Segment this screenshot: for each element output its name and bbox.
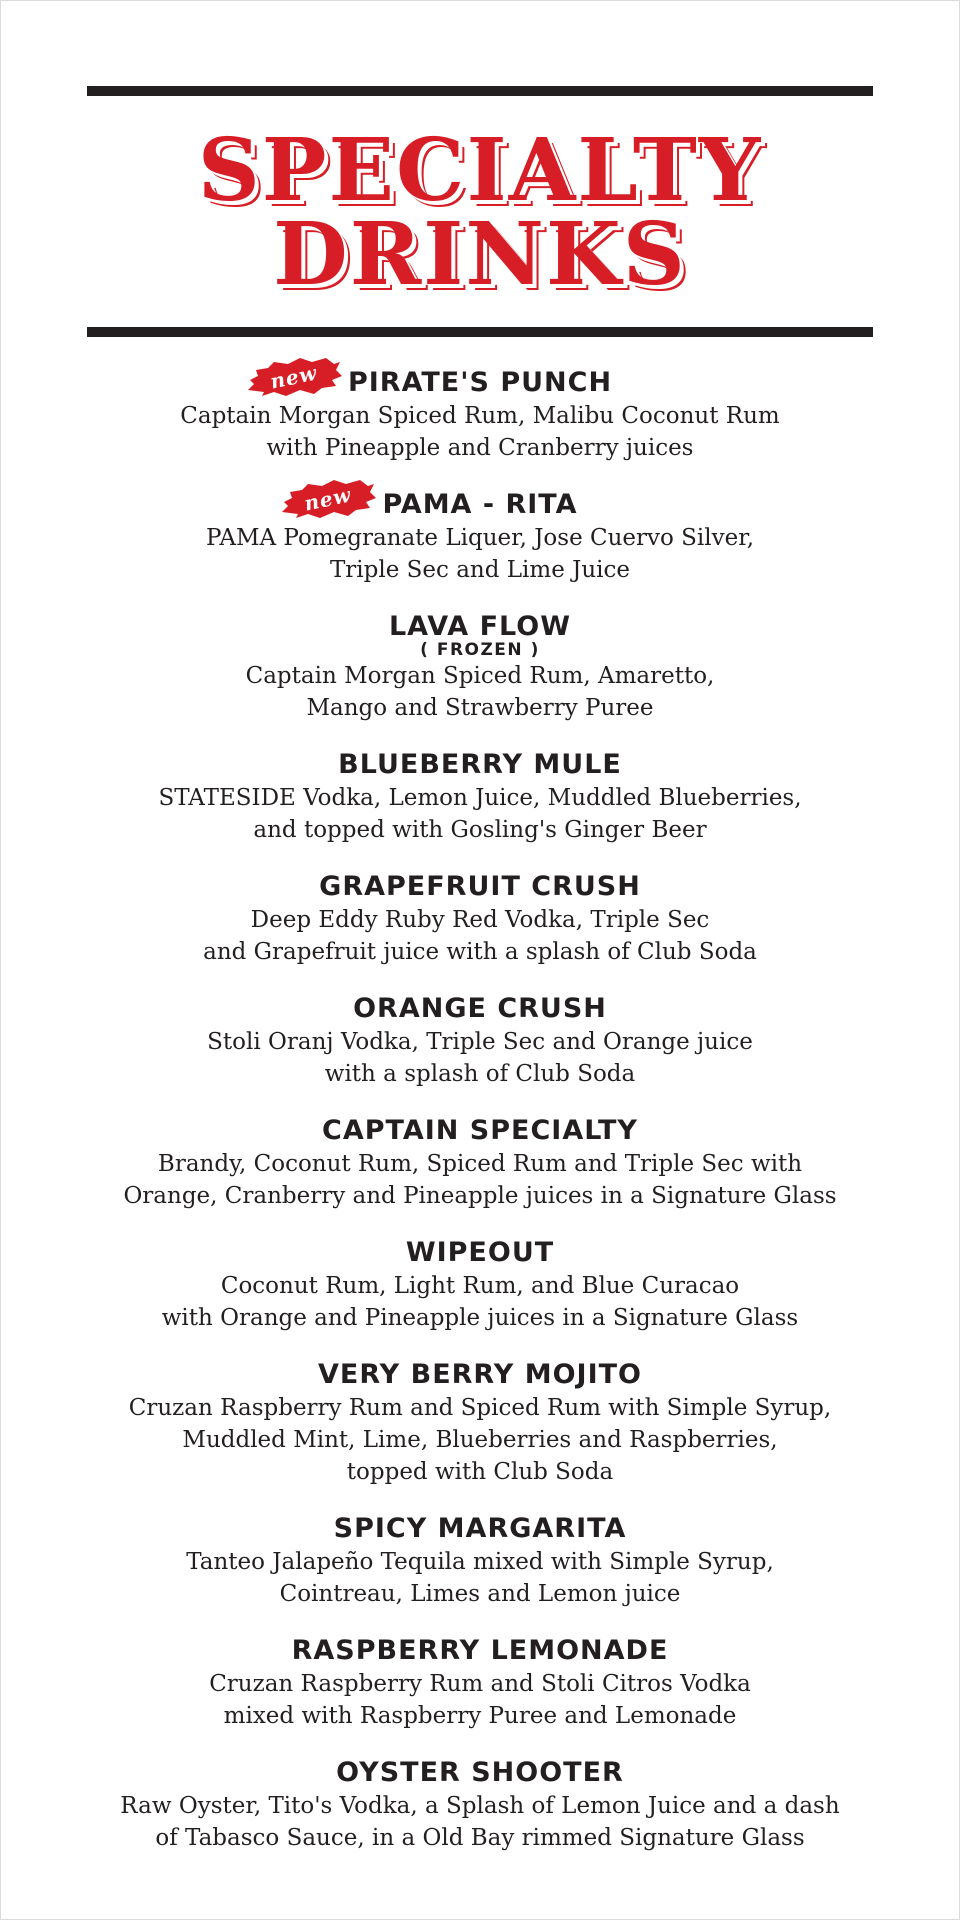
drink-description-line: Tanteo Jalapeño Tequila mixed with Simple Syrup, xyxy=(186,1549,774,1575)
drink-name-row xyxy=(322,1114,638,1148)
drink-name: GRAPEFRUIT CRUSH xyxy=(319,871,641,902)
drink-description xyxy=(0,1546,960,1610)
drink-description xyxy=(0,1026,960,1090)
drink-description-line: Captain Morgan Spiced Rum, Amaretto, xyxy=(245,663,715,689)
drink-name: PAMA - RITA xyxy=(382,489,578,520)
drink-description xyxy=(0,1392,960,1488)
drink-description xyxy=(0,522,960,586)
drink-item-pirates-punch xyxy=(0,360,960,464)
drinks-list xyxy=(0,360,960,1878)
drink-item-raspberry-lemonade xyxy=(0,1634,960,1732)
drink-name-row xyxy=(389,610,571,660)
new-badge-icon xyxy=(244,354,344,398)
drink-item-very-berry-mojito xyxy=(0,1358,960,1488)
drink-name-row xyxy=(292,1634,669,1668)
bottom-divider xyxy=(87,327,873,337)
drink-name: CAPTAIN SPECIALTY xyxy=(322,1115,638,1146)
drink-item-blueberry-mule xyxy=(0,748,960,846)
drink-description-line: Orange, Cranberry and Pineapple juices in a Signature Glass xyxy=(123,1183,837,1209)
drink-description-line: Captain Morgan Spiced Rum, Malibu Coconut Rum xyxy=(180,403,780,429)
drink-item-captain-specialty xyxy=(0,1114,960,1212)
drink-description-line: Coconut Rum, Light Rum, and Blue Curacao xyxy=(220,1273,740,1299)
drink-description xyxy=(0,660,960,724)
drink-item-orange-crush xyxy=(0,992,960,1090)
drink-description xyxy=(0,400,960,464)
drink-name: BLUEBERRY MULE xyxy=(338,749,622,780)
drink-name-row xyxy=(406,1236,554,1270)
drink-name-row xyxy=(319,870,641,904)
drink-description-line: Brandy, Coconut Rum, Spiced Rum and Triple Sec with xyxy=(157,1151,803,1177)
new-badge-label: new xyxy=(302,482,354,516)
drink-description-line: of Tabasco Sauce, in a Old Bay rimmed Signature Glass xyxy=(155,1825,805,1851)
drink-name-row xyxy=(268,360,613,400)
drink-description-line: Cruzan Raspberry Rum and Spiced Rum with Simple Syrup, xyxy=(128,1395,832,1421)
drink-description-line: STATESIDE Vodka, Lemon Juice, Muddled Blueberries, xyxy=(158,785,802,811)
drink-description-line: Muddled Mint, Lime, Blueberries and Raspberries, xyxy=(182,1427,778,1453)
drink-description-line: Mango and Strawberry Puree xyxy=(306,695,654,721)
drink-description-line: Cruzan Raspberry Rum and Stoli Citros Vodka xyxy=(209,1671,751,1697)
drink-item-pama-rita xyxy=(0,482,960,586)
drink-description-line: PAMA Pomegranate Liquer, Jose Cuervo Silver, xyxy=(205,525,755,551)
drink-description xyxy=(0,1270,960,1334)
menu-title-line-2: DRINKS xyxy=(273,204,687,305)
drink-name: LAVA FLOW xyxy=(388,611,572,642)
drink-item-oyster-shooter xyxy=(0,1756,960,1854)
drink-description-line: Stoli Oranj Vodka, Triple Sec and Orange juice xyxy=(207,1029,753,1055)
drink-name-row xyxy=(318,1358,642,1392)
drink-description-line: topped with Club Soda xyxy=(346,1459,614,1485)
new-badge-icon xyxy=(278,476,378,520)
drink-item-grapefruit-crush xyxy=(0,870,960,968)
drink-description-line: Raw Oyster, Tito's Vodka, a Splash of Lemon Juice and a dash xyxy=(120,1793,840,1819)
drink-description xyxy=(0,782,960,846)
drink-description xyxy=(0,1668,960,1732)
drink-description xyxy=(0,1790,960,1854)
drink-description-line: Deep Eddy Ruby Red Vodka, Triple Sec xyxy=(250,907,710,933)
drink-name: RASPBERRY LEMONADE xyxy=(291,1635,669,1666)
drink-description-line: with Pineapple and Cranberry juices xyxy=(266,435,694,461)
drink-description-line: and Grapefruit juice with a splash of Club Soda xyxy=(203,939,757,965)
drink-name-row xyxy=(334,1512,627,1546)
drink-name-row xyxy=(338,748,622,782)
drink-description-line: with a splash of Club Soda xyxy=(324,1061,636,1087)
drink-name: ORANGE CRUSH xyxy=(353,993,607,1024)
new-badge-label: new xyxy=(268,360,320,394)
drink-description xyxy=(0,904,960,968)
drink-name-row xyxy=(353,992,607,1026)
drink-description-line: with Orange and Pineapple juices in a Signature Glass xyxy=(161,1305,799,1331)
drink-name: OYSTER SHOOTER xyxy=(336,1757,624,1788)
drink-description-line: mixed with Raspberry Puree and Lemonade xyxy=(223,1703,737,1729)
drink-note: ( FROZEN ) xyxy=(420,640,540,660)
drink-name-row xyxy=(302,482,578,522)
drink-item-lava-flow xyxy=(0,610,960,724)
drink-item-wipeout xyxy=(0,1236,960,1334)
drink-name-row xyxy=(336,1756,624,1790)
drink-description xyxy=(0,1148,960,1212)
drink-name: SPICY MARGARITA xyxy=(333,1513,627,1544)
drink-name: PIRATE'S PUNCH xyxy=(347,367,613,398)
drink-item-spicy-margarita xyxy=(0,1512,960,1610)
drink-description-line: and topped with Gosling's Ginger Beer xyxy=(253,817,707,843)
drink-name: VERY BERRY MOJITO xyxy=(318,1359,642,1390)
menu-title-line-1: SPECIALTY xyxy=(197,120,763,221)
top-divider xyxy=(87,86,873,96)
drink-description-line: Triple Sec and Lime Juice xyxy=(329,557,631,583)
drink-name: WIPEOUT xyxy=(405,1237,555,1268)
drink-description-line: Cointreau, Limes and Lemon juice xyxy=(279,1581,681,1607)
